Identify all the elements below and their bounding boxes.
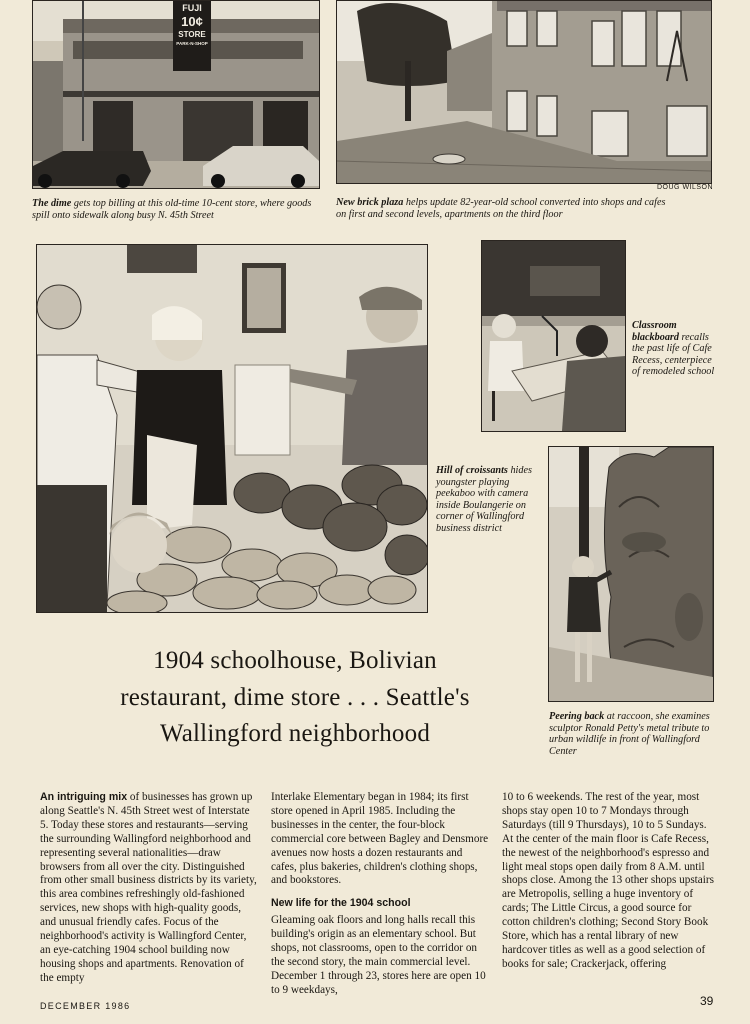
headline-line-2: restaurant, dime store . . . Seattle's: [120, 683, 470, 711]
raccoon-sculpture-photo: [548, 446, 714, 702]
caption-classroom-lead: Classroom blackboard: [632, 320, 679, 343]
article-col1-text: of businesses has grown up along Seattle's N. 45th Street west of Interstate 5. Today these stores and restaurants—serving the surrounding Wallingford neighborhood and representing several nationalities—draw browsers from all over the city. Distinguished from other small business districts by its variety, this area combines refreshingly old-fashioned services, new shops with high-quality goods, and unusual friendly cafes. Focus of the neighborhood's activity is Wallingford Center, an eye-catching 1904 school building now housing shops and apartments. Renovation of the empty: [40, 791, 257, 984]
caption-croissants-lead: Hill of croissants: [436, 465, 508, 476]
caption-dime-store-lead: The dime: [32, 198, 72, 209]
article-column-1: [40, 791, 258, 986]
sign-line-1: FUJI: [182, 3, 202, 13]
article-col3-text2: At the center of the main floor is Cafe Recess, the newest of the neighborhood's espresso and light meal stops open daily from 8 A.M. until shops close. Among the 13 other shops upstairs are Metropolis, selling a huge inventory of cards; The Little Circus, a good source for cotton children's clothing; Second Story Book Store, which has a rental library of new hardcover titles as well as a good selection of books for sale; Crackerjack, offering: [502, 832, 714, 970]
article-col2-text2: Gleaming oak floors and long halls recall this building's origin as an elementary school. But shops, not classrooms, open to the corridor on the second story, the main commercial level. December 1 through 23, stores here are open 10 to 9 weekdays,: [271, 914, 486, 996]
issue-date: DECEMBER 1986: [40, 1001, 131, 1011]
caption-raccoon: [549, 711, 724, 757]
headline-line-3: Wallingford neighborhood: [159, 720, 431, 747]
article-headline: [60, 643, 530, 753]
caption-brick-plaza: [336, 197, 666, 220]
article-column-2: [271, 791, 489, 998]
page-number: 39: [700, 994, 714, 1008]
classroom-photo: [481, 240, 626, 432]
caption-classroom: [632, 320, 718, 378]
article-column-3: [502, 791, 718, 972]
caption-brick-plaza-text: helps update 82-year-old school converted into shops and cafes on first and second levels, apartments on the third floor: [336, 197, 666, 220]
caption-raccoon-lead: Peering back: [549, 711, 605, 722]
caption-brick-plaza-lead: New brick plaza: [336, 197, 404, 208]
store-sign: [175, 3, 209, 47]
article-subhead: New life for the 1904 school: [271, 897, 411, 910]
bakery-photo: [36, 244, 428, 613]
headline-line-1: 1904 schoolhouse, Bolivian: [153, 647, 437, 674]
caption-raccoon-text: at raccoon, she examines sculptor Ronald Petty's metal tribute to urban wildlife in front of Wallingford Center: [549, 711, 710, 757]
caption-dime-store-text: gets top billing at this old-time 10-cent store, where goods spill onto sidewalk along busy N. 45th Street: [32, 198, 312, 221]
article-col3-text: 10 to 6 weekends. The rest of the year, most shops stay open 10 to 7 Mondays through Saturdays (till 9 Thursdays), 10 to 5 Sundays.: [502, 791, 707, 831]
caption-classroom-text: recalls the past life of Cafe Recess, centerpiece of remodeled school: [632, 331, 715, 378]
sign-line-3: STORE: [178, 30, 206, 39]
article-col2-text: Interlake Elementary began in 1984; its first store opened in April 1985. Including the businesses in the center, the four-block commercial core between Bagley and Densmore avenues now hosts a dozen restaurants and cafes, plus bakeries, children's clothing shops, and bookstores.: [271, 791, 489, 887]
caption-croissants: [436, 465, 540, 535]
caption-dime-store: [32, 198, 322, 221]
sign-line-4: PARK-N-SHOP: [176, 41, 208, 46]
brick-plaza-photo: [336, 0, 712, 184]
dime-store-photo: [32, 0, 320, 189]
sign-line-2: 10¢: [181, 14, 203, 29]
caption-croissants-text: hides youngster playing peekaboo with camera inside Boulangerie on corner of Wallingford business district: [436, 465, 532, 534]
photo-credit: DOUG WILSON: [657, 184, 714, 191]
article-lead-in: An intriguing mix: [40, 791, 128, 803]
